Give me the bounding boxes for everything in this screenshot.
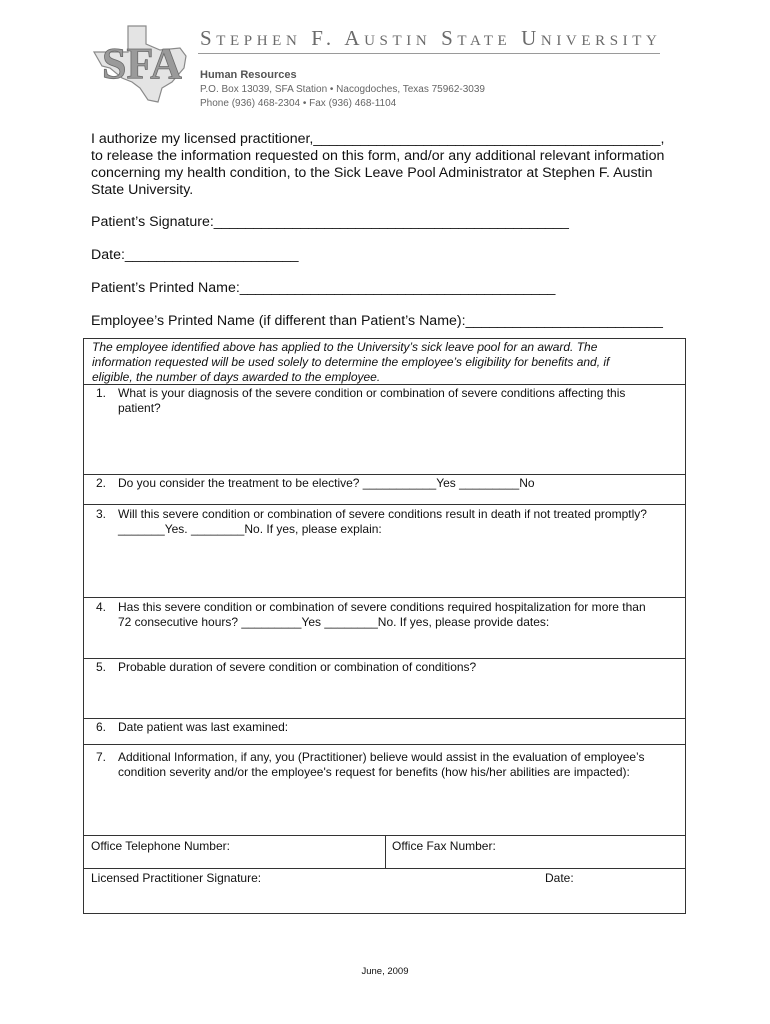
question-number: 7. xyxy=(96,750,107,764)
employee-printed-name-field[interactable]: Employee’s Printed Name (if different than Patient’s Name):_________________________ xyxy=(91,313,663,329)
department-name: Human Resources xyxy=(200,69,297,81)
question-number: 6. xyxy=(96,720,107,734)
row-divider xyxy=(84,597,685,598)
office-telephone-field[interactable]: Office Telephone Number: xyxy=(91,839,230,853)
question-number: 1. xyxy=(96,386,107,400)
date-field[interactable]: Date:______________________ xyxy=(91,247,299,263)
question-text: Will this severe condition or combination of severe conditions result in death if not treated promptly? xyxy=(118,507,647,521)
university-name: Stephen F. Austin State University xyxy=(200,26,662,50)
authorization-line-1[interactable]: I authorize my licensed practitioner,____________________________________________, xyxy=(91,131,665,147)
row-divider xyxy=(84,744,685,745)
practitioner-date-field[interactable]: Date: xyxy=(545,871,574,885)
patient-signature-field[interactable]: Patient’s Signature:_____________________________________________ xyxy=(91,214,569,230)
question-text: Do you consider the treatment to be elective? ___________Yes _________No xyxy=(118,476,535,490)
question-text: _______Yes. ________No. If yes, please explain: xyxy=(118,522,382,536)
question-number: 2. xyxy=(96,476,107,490)
question-text: patient? xyxy=(118,401,161,415)
authorization-line-3: concerning my health condition, to the Sick Leave Pool Administrator at Stephen F. Austin xyxy=(91,165,653,181)
question-text: condition severity and/or the employee's request for benefits (how his/her abilities are impacted): xyxy=(118,765,630,779)
phone-fax-line: Phone (936) 468-2304 • Fax (936) 468-1104 xyxy=(200,98,397,109)
question-text: Date patient was last examined: xyxy=(118,720,289,734)
office-fax-field[interactable]: Office Fax Number: xyxy=(392,839,496,853)
logo-letters: SFA xyxy=(102,39,182,88)
question-text: 72 consecutive hours? _________Yes ________No. If yes, please provide dates: xyxy=(118,615,550,629)
header-rule xyxy=(198,53,660,54)
sfa-texas-logo xyxy=(88,22,192,104)
question-text: Additional Information, if any, you (Practitioner) believe would assist in the evaluation of employee’s xyxy=(118,750,645,764)
column-divider xyxy=(385,835,386,868)
question-number: 5. xyxy=(96,660,107,674)
question-text: What is your diagnosis of the severe condition or combination of severe conditions affecting this xyxy=(118,386,626,400)
row-divider xyxy=(84,384,685,385)
revision-date: June, 2009 xyxy=(361,966,409,977)
question-text: Has this severe condition or combination of severe conditions required hospitalization for more than xyxy=(118,600,646,614)
row-divider xyxy=(84,504,685,505)
practitioner-form-table xyxy=(83,338,686,914)
question-number: 4. xyxy=(96,600,107,614)
address-line: P.O. Box 13039, SFA Station • Nacogdoches, Texas 75962-3039 xyxy=(200,84,485,95)
row-divider xyxy=(84,658,685,659)
row-divider xyxy=(84,868,685,869)
practitioner-signature-field[interactable]: Licensed Practitioner Signature: xyxy=(91,871,262,885)
notice-line-3: eligible, the number of days awarded to the employee. xyxy=(92,370,381,384)
question-text: Probable duration of severe condition or combination of conditions? xyxy=(118,660,477,674)
authorization-line-2: to release the information requested on this form, and/or any additional relevant information xyxy=(91,148,665,164)
row-divider xyxy=(84,474,685,475)
notice-line-2: information requested will be used solely to determine the employee’s eligibility for benefits and, if xyxy=(92,355,610,369)
patient-printed-name-field[interactable]: Patient’s Printed Name:________________________________________ xyxy=(91,280,556,296)
question-number: 3. xyxy=(96,507,107,521)
notice-line-1: The employee identified above has applied to the University’s sick leave pool for an award. The xyxy=(92,340,598,354)
authorization-line-4: State University. xyxy=(91,182,194,198)
row-divider xyxy=(84,718,685,719)
